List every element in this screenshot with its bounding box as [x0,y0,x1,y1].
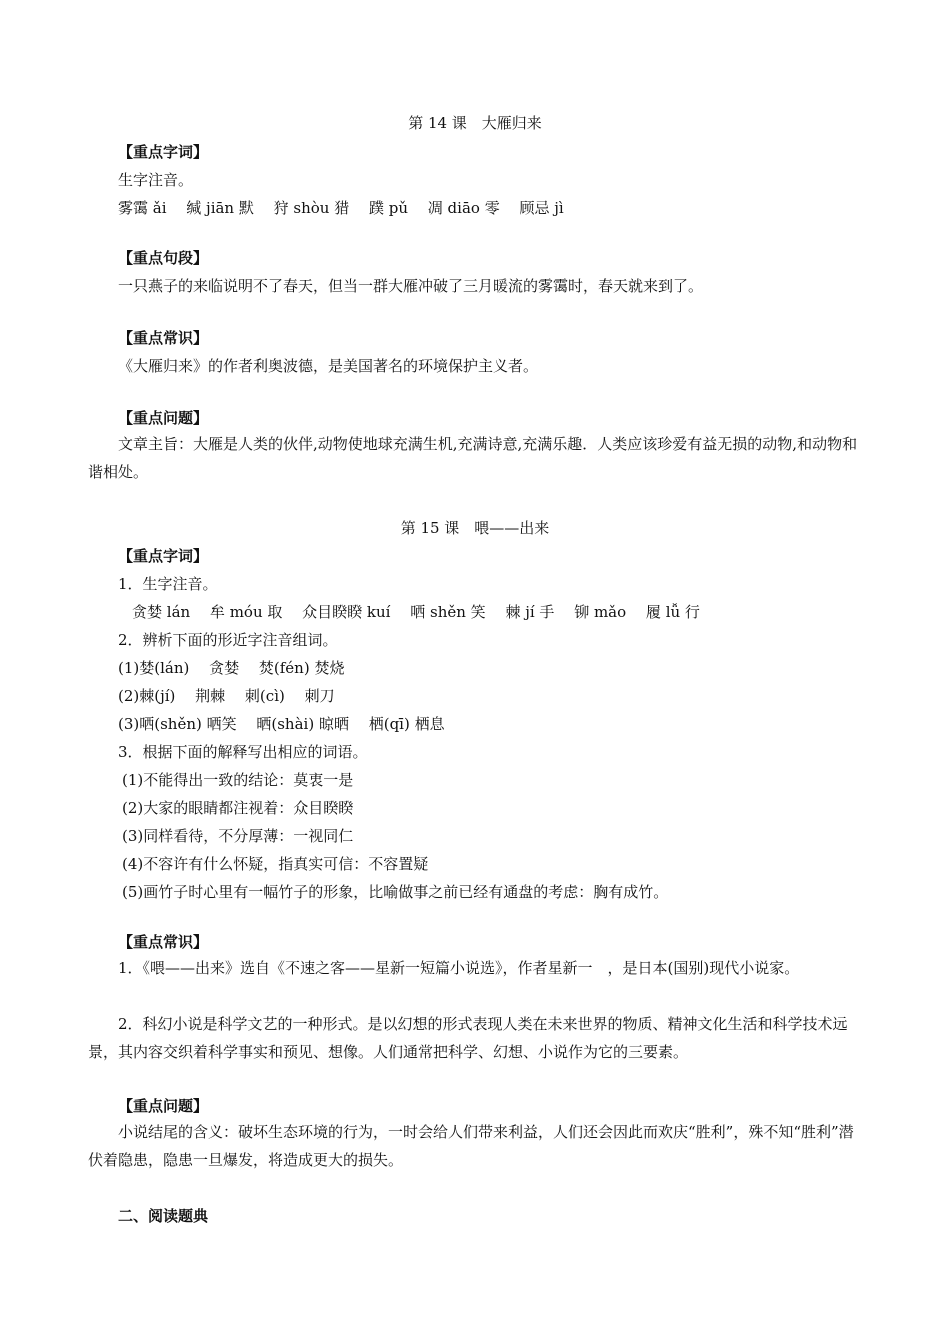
lesson15-item3-line: (2)大家的眼睛都注视着：众目睽睽 [122,799,354,817]
lesson15-knowledge-2: 2．科幻小说是科学文艺的一种形式。是以幻想的形式表现人类在未来世界的物质、精神文化生活和科学技术远景，其内容交织着科学事实和预见、想像。人们通常把科学、幻想、小说作为它的三要素。 [88,1015,848,1061]
lesson15-ending-meaning: 小说结尾的含义：破坏生态环境的行为，一时会给人们带来利益，人们还会因此而欢庆“胜利”，殊不知“胜利”潜伏着隐患，隐患一旦爆发，将造成更大的损失。 [88,1123,854,1169]
lesson14-pinyin-intro: 生字注音。 [118,171,194,189]
lesson15-item3-line: (1)不能得出一致的结论：莫衷一是 [122,771,354,789]
lesson15-item2-line: (1)婪(lán) 贪婪 焚(fén) 焚烧 [118,659,345,677]
part2-heading: 二、阅读题典 [118,1207,209,1225]
lesson14-heading-key-words: 【重点字词】 [118,143,209,161]
lesson15-heading-key-question: 【重点问题】 [118,1097,209,1115]
lesson15-item3-line: (5)画竹子时心里有一幅竹子的形象，比喻做事之前已经有通盘的考虑：胸有成竹。 [122,883,669,901]
lesson15-knowledge-1: 1．《喂——出来》选自《不速之客——星新一短篇小说选》，作者星新一 ，是日本(国别)现代小说家。 [118,959,800,977]
lesson14-title: 第 14 课 大雁归来 [408,114,542,132]
lesson15-item1: 1．生字注音。 [118,575,218,593]
lesson15-item3: 3．根据下面的解释写出相应的词语。 [118,743,368,761]
lesson15-item2-line: (2)棘(jí) 荆棘 刺(cì) 刺刀 [118,687,335,705]
lesson15-heading-key-words: 【重点字词】 [118,547,209,565]
lesson15-title: 第 15 课 喂——出来 [400,519,550,537]
lesson15-item2: 2．辨析下面的形近字注音组词。 [118,631,338,649]
lesson14-heading-key-sentences: 【重点句段】 [118,249,209,267]
lesson14-theme: 文章主旨：大雁是人类的伙伴,动物使地球充满生机,充满诗意,充满乐趣．人类应该珍爱有益无损的动物,和动物和谐相处。 [88,435,858,481]
lesson15-heading-key-knowledge: 【重点常识】 [118,933,209,951]
lesson15-item3-line: (4)不容许有什么怀疑，指真实可信：不容置疑 [122,855,429,873]
lesson14-heading-key-question: 【重点问题】 [118,409,209,427]
lesson15-item2-line: (3)哂(shěn) 哂笑 晒(shài) 晾晒 栖(qī) 栖息 [118,715,445,733]
lesson14-key-sentence: 一只燕子的来临说明不了春天，但当一群大雁冲破了三月暖流的雾霭时，春天就来到了。 [118,277,704,295]
lesson15-item3-line: (3)同样看待，不分厚薄：一视同仁 [122,827,354,845]
lesson15-item1-words: 贪婪 lán 牟 móu 取 众目睽睽 kuí 哂 shěn 笑 棘 jí 手 铆 mǎo 履 lǚ 行 [132,603,700,621]
lesson14-heading-key-knowledge: 【重点常识】 [118,329,209,347]
lesson14-pinyin-words: 雾霭 ǎi 缄 jiān 默 狩 shòu 猎 蹼 pǔ 凋 diāo 零 顾忌 jì [118,199,564,217]
lesson14-key-knowledge: 《大雁归来》的作者利奥波德，是美国著名的环境保护主义者。 [118,357,539,375]
